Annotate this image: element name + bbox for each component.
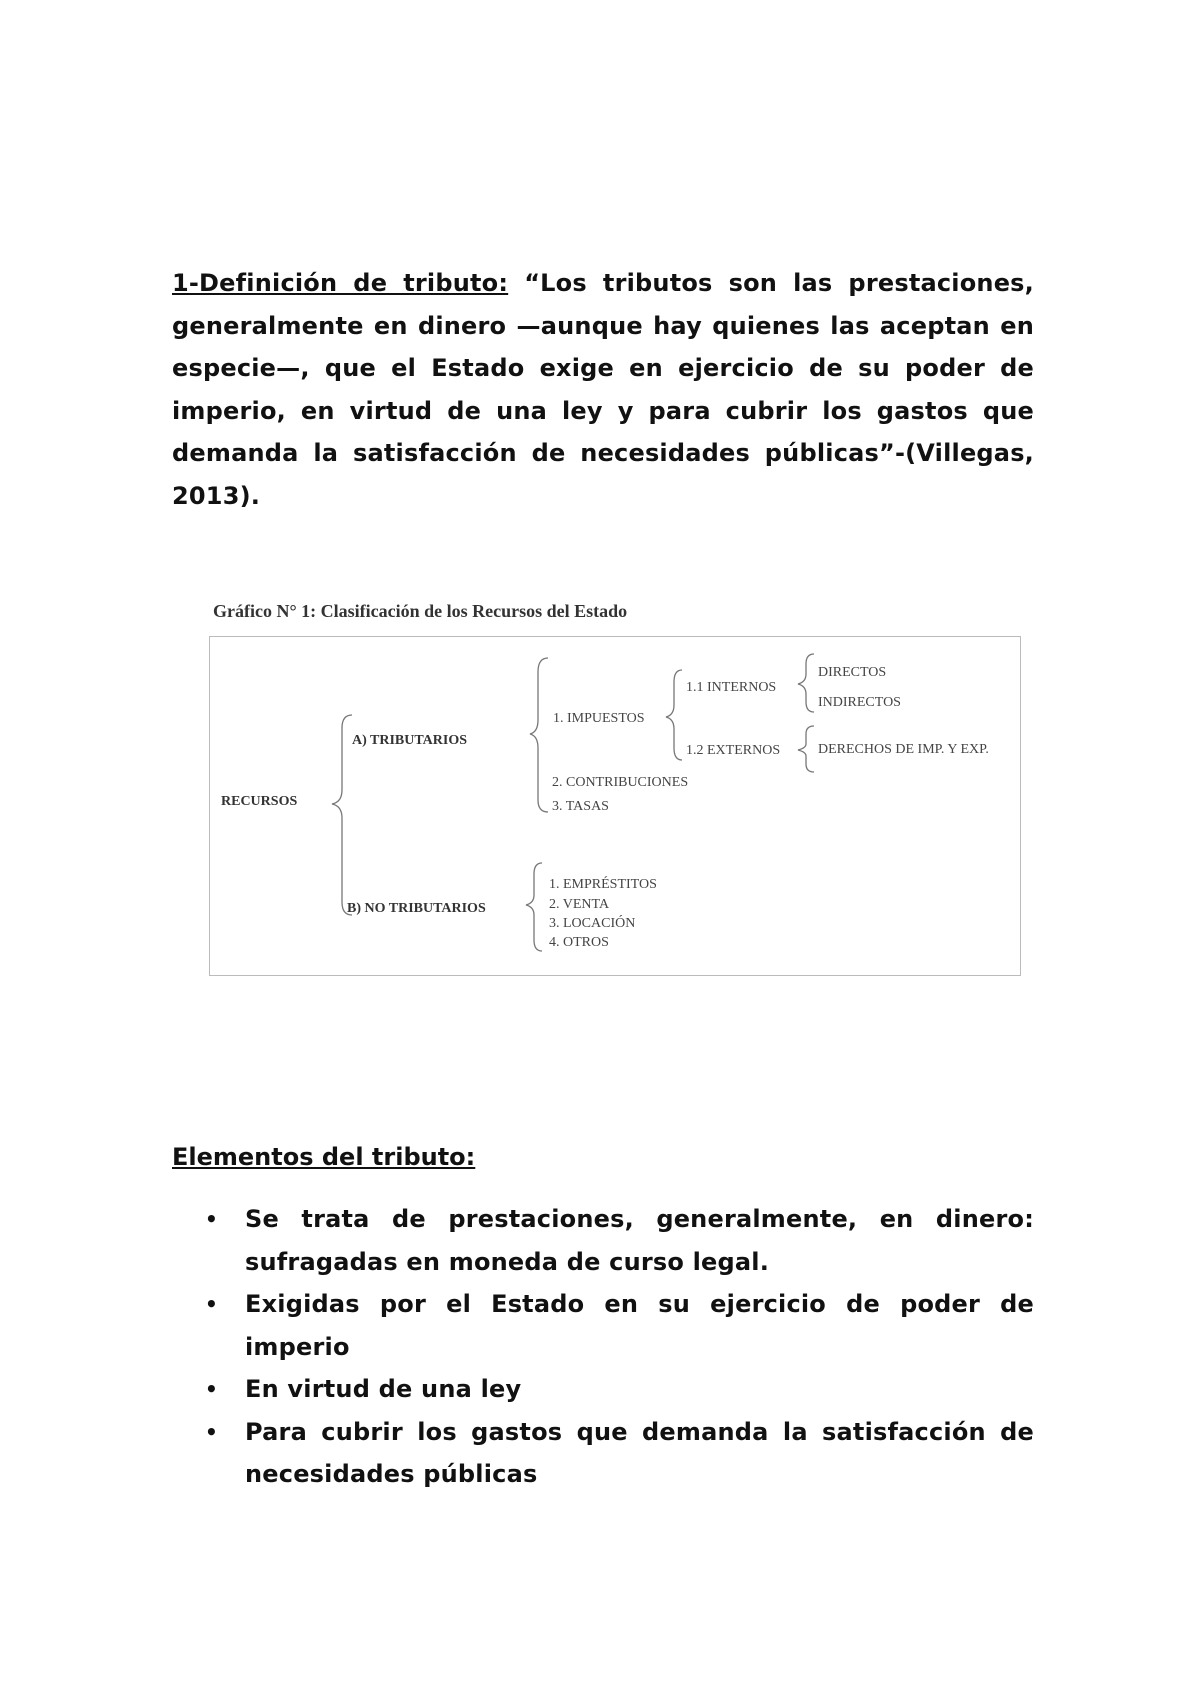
node-otros: 4. OTROS <box>549 935 609 950</box>
brace-recursos <box>332 715 352 915</box>
list-item: • En virtud de una ley <box>172 1368 1034 1411</box>
list-item: • Para cubrir los gastos que demanda la satisfacción de necesidades públicas <box>172 1411 1034 1496</box>
node-recursos: RECURSOS <box>221 794 298 809</box>
brace-internos <box>798 654 814 712</box>
list-item: • Exigidas por el Estado en su ejercicio de poder de imperio <box>172 1283 1034 1368</box>
list-item: • Se trata de prestaciones, generalmente, en dinero: sufragadas en moneda de curso legal. <box>172 1198 1034 1283</box>
definition-text: “Los tributos son las prestaciones, generalmente en dinero —aunque hay quienes las aceptan en especie—, que el Estado exige en ejercicio de su poder de imperio, en virtud de una ley y para cubrir los gastos que demanda la satisfacción de necesidades públicas”-(Villegas, 2013). <box>172 269 1034 510</box>
elements-heading: Elementos del tributo: <box>172 1143 476 1171</box>
node-indirectos: INDIRECTOS <box>818 695 901 710</box>
node-internos: 1.1 INTERNOS <box>686 680 777 695</box>
node-locacion: 3. LOCACIÓN <box>549 916 636 931</box>
node-emprestitos: 1. EMPRÉSTITOS <box>549 877 657 892</box>
bullet-icon: • <box>205 1377 218 1401</box>
elements-list <box>172 1198 1034 1496</box>
node-tasas: 3. TASAS <box>552 799 609 814</box>
bullet-icon: • <box>205 1292 218 1316</box>
definition-label: 1-Definición de tributo: <box>172 269 509 297</box>
node-contribuciones: 2. CONTRIBUCIONES <box>552 775 689 790</box>
figure-title: Gráfico N° 1: Clasificación de los Recursos del Estado <box>213 601 628 621</box>
bullet-icon: • <box>205 1419 218 1444</box>
node-impuestos: 1. IMPUESTOS <box>553 711 645 726</box>
brace-no-tributarios <box>526 863 542 951</box>
node-venta: 2. VENTA <box>549 897 610 912</box>
node-externos: 1.2 EXTERNOS <box>686 743 781 758</box>
bullet-icon: • <box>205 1207 218 1231</box>
brace-externos <box>798 726 814 772</box>
brace-impuestos <box>666 670 682 760</box>
node-derechos: DERECHOS DE IMP. Y EXP. <box>818 742 989 757</box>
brace-tributarios <box>530 658 548 812</box>
node-no-tributarios: B) NO TRIBUTARIOS <box>347 901 486 916</box>
node-tributarios: A) TRIBUTARIOS <box>352 733 468 748</box>
node-directos: DIRECTOS <box>818 665 887 680</box>
